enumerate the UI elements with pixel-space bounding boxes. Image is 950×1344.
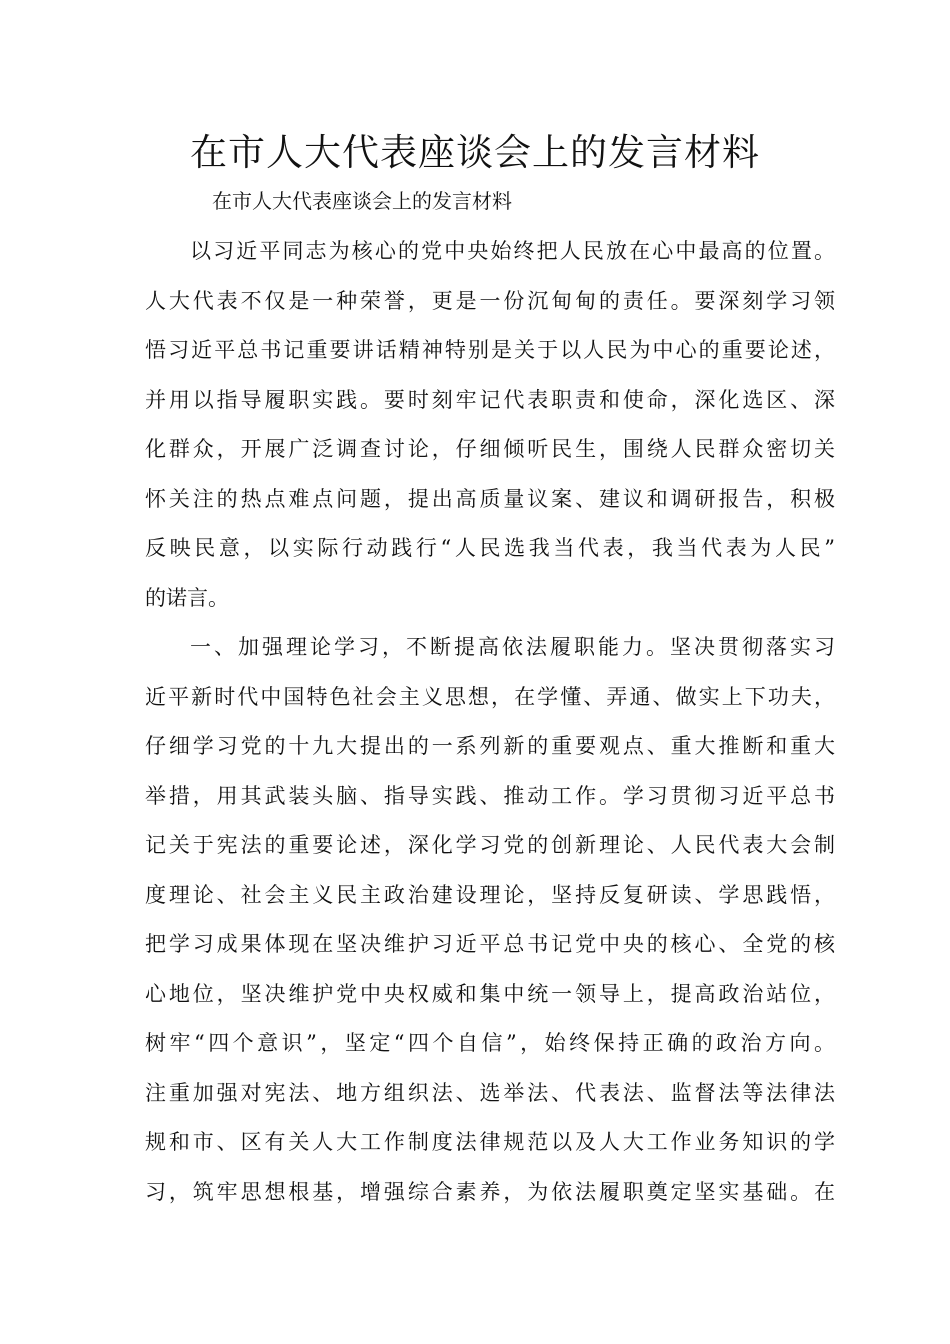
paragraph-line: 的诺言。 [145, 585, 229, 610]
paragraph-line: 注重加强对宪法、地方组织法、选举法、代表法、监督法等法律法 [145, 1080, 835, 1105]
paragraph-line: 记关于宪法的重要论述，深化学习党的创新理论、人民代表大会制 [145, 833, 835, 857]
document-title: 在市人大代表座谈会上的发言材料 [190, 131, 760, 174]
paragraph-line: 并用以指导履职实践。要时刻牢记代表职责和使命，深化选区、深 [145, 387, 835, 412]
paragraph-line: 化群众，开展广泛调查讨论，仔细倾听民生，围绕人民群众密切关 [145, 437, 835, 461]
paragraph-line: 悟习近平总书记重要讲话精神特别是关于以人民为中心的重要论述， [145, 338, 835, 362]
paragraph-line: 仔细学习党的十九大提出的一系列新的重要观点、重大推断和重大 [145, 734, 835, 758]
paragraph-line: 规和市、区有关人大工作制度法律规范以及人大工作业务知识的学 [145, 1130, 835, 1154]
paragraph-line: 举措，用其武装头脑、指导实践、推动工作。学习贯彻习近平总书 [145, 783, 835, 808]
paragraph-line: 反映民意，以实际行动践行“人民选我当代表，我当代表为人民” [145, 536, 835, 560]
paragraph-line: 习，筑牢思想根基，增强综合素养，为依法履职奠定坚实基础。在 [145, 1179, 835, 1204]
paragraph-line: 一、加强理论学习，不断提高依法履职能力。坚决贯彻落实习 [190, 635, 835, 659]
paragraph-line: 人大代表不仅是一种荣誉，更是一份沉甸甸的责任。要深刻学习领 [145, 288, 835, 313]
paragraph-line: 心地位，坚决维护党中央权威和集中统一领导上，提高政治站位， [145, 981, 835, 1006]
paragraph-line: 把学习成果体现在坚决维护习近平总书记党中央的核心、全党的核 [145, 932, 835, 956]
paragraph-line: 度理论、社会主义民主政治建设理论，坚持反复研读、学思践悟， [145, 882, 835, 907]
paragraph-line: 以习近平同志为核心的党中央始终把人民放在心中最高的位置。 [190, 239, 835, 263]
paragraph-line: 近平新时代中国特色社会主义思想，在学懂、弄通、做实上下功夫， [145, 684, 835, 709]
paragraph-line: 怀关注的热点难点问题，提出高质量议案、建议和调研报告，积极 [145, 486, 835, 511]
paragraph-line: 树牢“四个意识”，坚定“四个自信”，始终保持正确的政治方向。 [145, 1031, 835, 1055]
document-subtitle: 在市人大代表座谈会上的发言材料 [212, 189, 512, 213]
